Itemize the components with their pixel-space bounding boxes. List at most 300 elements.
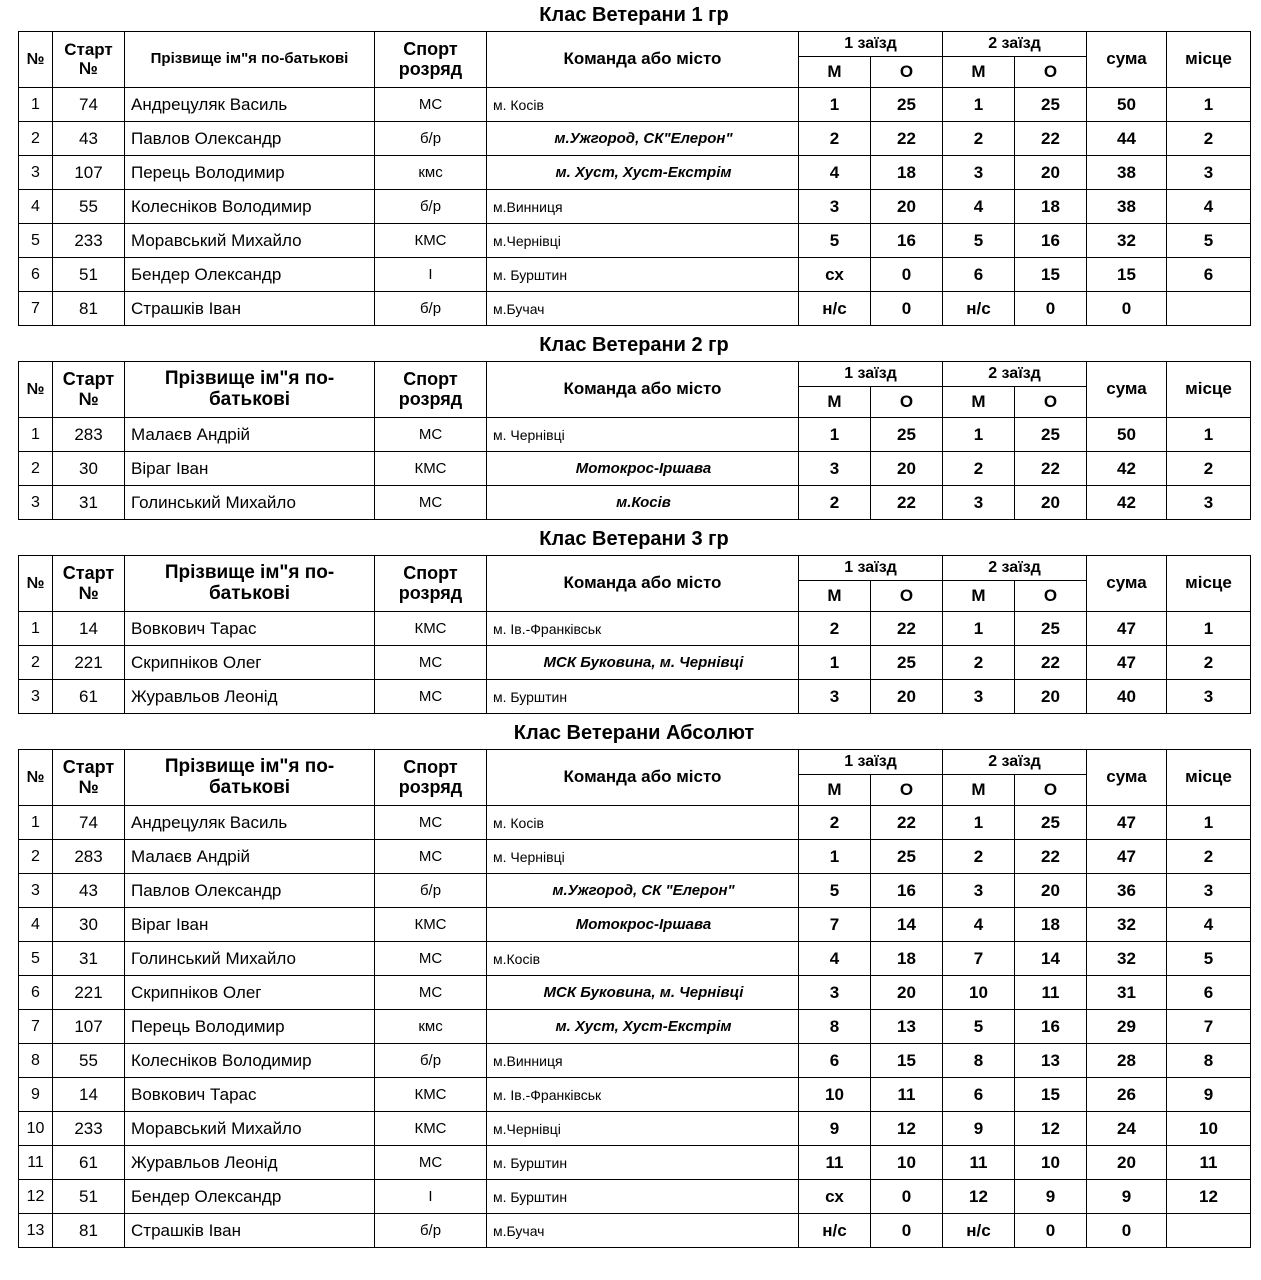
cell-race1-points: 18 bbox=[871, 156, 943, 190]
result-row bbox=[19, 486, 1251, 520]
header-row-groups bbox=[19, 556, 1251, 581]
subheader-race2-o: О bbox=[1015, 581, 1087, 612]
cell-sum: 28 bbox=[1087, 1044, 1167, 1078]
cell-sport-rank: МС bbox=[375, 680, 487, 714]
cell-rider-name: Журавльов Леонід bbox=[125, 680, 375, 714]
cell-start-number: 14 bbox=[53, 612, 125, 646]
col-header-team-city: Команда або місто bbox=[487, 556, 799, 612]
cell-race2-points: 25 bbox=[1015, 88, 1087, 122]
cell-start-number: 233 bbox=[53, 224, 125, 258]
cell-rider-name: Скрипніков Олег bbox=[125, 646, 375, 680]
cell-row-number: 12 bbox=[19, 1180, 53, 1214]
cell-race1-place: 3 bbox=[799, 976, 871, 1010]
cell-race2-points: 25 bbox=[1015, 612, 1087, 646]
cell-place: 5 bbox=[1167, 942, 1251, 976]
cell-race1-place: 4 bbox=[799, 942, 871, 976]
cell-race2-points: 25 bbox=[1015, 806, 1087, 840]
cell-race2-place: 3 bbox=[943, 156, 1015, 190]
cell-race1-place: 4 bbox=[799, 156, 871, 190]
cell-race1-points: 0 bbox=[871, 1180, 943, 1214]
cell-rider-name: Віраг Іван bbox=[125, 908, 375, 942]
table-title: Клас Ветерани 2 гр bbox=[539, 334, 729, 356]
cell-race1-points: 0 bbox=[871, 1214, 943, 1248]
col-header-start-number: Старт № bbox=[53, 32, 125, 88]
cell-sum: 40 bbox=[1087, 680, 1167, 714]
cell-rider-name: Колесніков Володимир bbox=[125, 190, 375, 224]
cell-sum: 29 bbox=[1087, 1010, 1167, 1044]
cell-race1-place: 2 bbox=[799, 122, 871, 156]
cell-sport-rank: б/р bbox=[375, 122, 487, 156]
subheader-race1-o: О bbox=[871, 387, 943, 418]
cell-team-city: м. Бурштин bbox=[487, 680, 799, 714]
cell-start-number: 51 bbox=[53, 258, 125, 292]
cell-race2-place: 3 bbox=[943, 680, 1015, 714]
table-body bbox=[19, 418, 1251, 520]
table-title: Клас Ветерани 1 гр bbox=[539, 4, 729, 26]
cell-start-number: 51 bbox=[53, 1180, 125, 1214]
cell-race1-points: 11 bbox=[871, 1078, 943, 1112]
cell-race2-place: 5 bbox=[943, 1010, 1015, 1044]
cell-place: 2 bbox=[1167, 122, 1251, 156]
cell-sum: 32 bbox=[1087, 224, 1167, 258]
result-row bbox=[19, 122, 1251, 156]
cell-sport-rank: б/р bbox=[375, 190, 487, 224]
subheader-race1-m: М bbox=[799, 581, 871, 612]
cell-rider-name: Віраг Іван bbox=[125, 452, 375, 486]
cell-sport-rank: КМС bbox=[375, 1112, 487, 1146]
subheader-race2-m: М bbox=[943, 387, 1015, 418]
cell-team-city: м.Чернівці bbox=[487, 224, 799, 258]
cell-team-city: м.Ужгород, СК "Елерон" bbox=[487, 874, 799, 908]
col-header-race2: 2 заїзд bbox=[943, 32, 1087, 57]
cell-start-number: 31 bbox=[53, 942, 125, 976]
cell-sport-rank: КМС bbox=[375, 612, 487, 646]
cell-race2-points: 0 bbox=[1015, 1214, 1087, 1248]
cell-race1-points: 22 bbox=[871, 806, 943, 840]
header-row-groups bbox=[19, 362, 1251, 387]
cell-rider-name: Малаєв Андрій bbox=[125, 418, 375, 452]
cell-race2-place: 3 bbox=[943, 874, 1015, 908]
result-row bbox=[19, 224, 1251, 258]
col-header-sum: сума bbox=[1087, 362, 1167, 418]
col-header-race1: 1 заїзд bbox=[799, 750, 943, 775]
cell-team-city: м.Косів bbox=[487, 942, 799, 976]
cell-race1-place: 3 bbox=[799, 680, 871, 714]
cell-race1-points: 15 bbox=[871, 1044, 943, 1078]
subheader-race2-m: М bbox=[943, 581, 1015, 612]
cell-sport-rank: МС bbox=[375, 1146, 487, 1180]
cell-sport-rank: б/р bbox=[375, 1044, 487, 1078]
result-row bbox=[19, 418, 1251, 452]
cell-team-city: м.Косів bbox=[487, 486, 799, 520]
col-header-sport-rank: Спорт розряд bbox=[375, 750, 487, 806]
cell-race2-points: 20 bbox=[1015, 874, 1087, 908]
cell-sport-rank: б/р bbox=[375, 874, 487, 908]
cell-race2-place: 9 bbox=[943, 1112, 1015, 1146]
col-header-start-number: Старт № bbox=[53, 750, 125, 806]
cell-race1-points: 16 bbox=[871, 874, 943, 908]
subheader-race2-m: М bbox=[943, 57, 1015, 88]
cell-race2-place: 4 bbox=[943, 190, 1015, 224]
cell-rider-name: Андрецуляк Василь bbox=[125, 88, 375, 122]
cell-sum: 36 bbox=[1087, 874, 1167, 908]
col-header-name: Прізвище ім"я по-батькові bbox=[125, 362, 375, 418]
col-header-team-city: Команда або місто bbox=[487, 362, 799, 418]
cell-rider-name: Страшків Іван bbox=[125, 292, 375, 326]
cell-race2-points: 13 bbox=[1015, 1044, 1087, 1078]
cell-race1-place: н/с bbox=[799, 292, 871, 326]
cell-place: 3 bbox=[1167, 874, 1251, 908]
col-header-place: місце bbox=[1167, 32, 1251, 88]
cell-team-city: м. Бурштин bbox=[487, 1180, 799, 1214]
result-row bbox=[19, 1180, 1251, 1214]
cell-row-number: 4 bbox=[19, 190, 53, 224]
result-row bbox=[19, 874, 1251, 908]
cell-place: 3 bbox=[1167, 486, 1251, 520]
col-header-start-number: Старт № bbox=[53, 556, 125, 612]
cell-race2-points: 10 bbox=[1015, 1146, 1087, 1180]
cell-sum: 0 bbox=[1087, 292, 1167, 326]
result-row bbox=[19, 646, 1251, 680]
cell-team-city: МСК Буковина, м. Чернівці bbox=[487, 646, 799, 680]
cell-team-city: Мотокрос-Іршава bbox=[487, 452, 799, 486]
cell-sum: 24 bbox=[1087, 1112, 1167, 1146]
cell-team-city: м.Бучач bbox=[487, 292, 799, 326]
cell-sum: 26 bbox=[1087, 1078, 1167, 1112]
cell-rider-name: Андрецуляк Василь bbox=[125, 806, 375, 840]
col-header-team-city: Команда або місто bbox=[487, 750, 799, 806]
cell-row-number: 8 bbox=[19, 1044, 53, 1078]
cell-race1-place: 8 bbox=[799, 1010, 871, 1044]
cell-race1-place: н/с bbox=[799, 1214, 871, 1248]
cell-race1-points: 25 bbox=[871, 418, 943, 452]
cell-sport-rank: КМС bbox=[375, 1078, 487, 1112]
cell-row-number: 1 bbox=[19, 806, 53, 840]
cell-race1-points: 25 bbox=[871, 646, 943, 680]
cell-place: 6 bbox=[1167, 258, 1251, 292]
cell-row-number: 2 bbox=[19, 646, 53, 680]
cell-row-number: 3 bbox=[19, 680, 53, 714]
cell-team-city: м. Хуст, Хуст-Екстрім bbox=[487, 1010, 799, 1044]
cell-race2-points: 0 bbox=[1015, 292, 1087, 326]
cell-sum: 47 bbox=[1087, 840, 1167, 874]
cell-sum: 31 bbox=[1087, 976, 1167, 1010]
cell-sum: 44 bbox=[1087, 122, 1167, 156]
cell-race1-place: 1 bbox=[799, 646, 871, 680]
cell-sport-rank: І bbox=[375, 258, 487, 292]
result-row bbox=[19, 1146, 1251, 1180]
cell-race2-points: 12 bbox=[1015, 1112, 1087, 1146]
cell-race1-points: 25 bbox=[871, 88, 943, 122]
col-header-name: Прізвище ім"я по-батькові bbox=[125, 32, 375, 88]
cell-race2-place: 2 bbox=[943, 122, 1015, 156]
cell-race2-points: 22 bbox=[1015, 122, 1087, 156]
cell-place: 1 bbox=[1167, 88, 1251, 122]
cell-team-city: м. Хуст, Хуст-Екстрім bbox=[487, 156, 799, 190]
subheader-race1-o: О bbox=[871, 775, 943, 806]
cell-race1-points: 22 bbox=[871, 612, 943, 646]
col-header-sport-rank: Спорт розряд bbox=[375, 32, 487, 88]
cell-race1-place: 1 bbox=[799, 418, 871, 452]
cell-place: 12 bbox=[1167, 1180, 1251, 1214]
cell-sport-rank: МС bbox=[375, 806, 487, 840]
cell-race1-place: 1 bbox=[799, 88, 871, 122]
col-header-number: № bbox=[19, 556, 53, 612]
cell-sum: 32 bbox=[1087, 908, 1167, 942]
cell-race2-place: 2 bbox=[943, 452, 1015, 486]
cell-start-number: 81 bbox=[53, 292, 125, 326]
results-table-veterans-3 bbox=[18, 555, 1251, 714]
cell-place: 3 bbox=[1167, 156, 1251, 190]
cell-row-number: 6 bbox=[19, 258, 53, 292]
table-body bbox=[19, 88, 1251, 326]
cell-sum: 50 bbox=[1087, 88, 1167, 122]
cell-race1-place: 6 bbox=[799, 1044, 871, 1078]
cell-place: 7 bbox=[1167, 1010, 1251, 1044]
result-row bbox=[19, 908, 1251, 942]
cell-race1-points: 10 bbox=[871, 1146, 943, 1180]
cell-race1-points: 20 bbox=[871, 452, 943, 486]
header-row-groups bbox=[19, 32, 1251, 57]
result-row bbox=[19, 190, 1251, 224]
cell-race1-points: 22 bbox=[871, 486, 943, 520]
col-header-race1: 1 заїзд bbox=[799, 362, 943, 387]
cell-start-number: 14 bbox=[53, 1078, 125, 1112]
col-header-race2: 2 заїзд bbox=[943, 362, 1087, 387]
cell-race2-place: 12 bbox=[943, 1180, 1015, 1214]
subheader-race2-o: О bbox=[1015, 57, 1087, 88]
cell-rider-name: Скрипніков Олег bbox=[125, 976, 375, 1010]
cell-race2-points: 22 bbox=[1015, 452, 1087, 486]
cell-sport-rank: МС bbox=[375, 486, 487, 520]
cell-sum: 0 bbox=[1087, 1214, 1167, 1248]
cell-team-city: м.Бучач bbox=[487, 1214, 799, 1248]
cell-row-number: 9 bbox=[19, 1078, 53, 1112]
cell-sport-rank: б/р bbox=[375, 292, 487, 326]
cell-sum: 47 bbox=[1087, 806, 1167, 840]
cell-sum: 15 bbox=[1087, 258, 1167, 292]
cell-place: 1 bbox=[1167, 612, 1251, 646]
subheader-race1-o: О bbox=[871, 57, 943, 88]
cell-race1-points: 20 bbox=[871, 190, 943, 224]
cell-place: 4 bbox=[1167, 190, 1251, 224]
cell-rider-name: Павлов Олександр bbox=[125, 874, 375, 908]
cell-team-city: м. Ів.-Франківськ bbox=[487, 612, 799, 646]
results-table-veterans-2 bbox=[18, 361, 1251, 520]
cell-start-number: 43 bbox=[53, 122, 125, 156]
cell-race2-points: 16 bbox=[1015, 1010, 1087, 1044]
cell-place: 8 bbox=[1167, 1044, 1251, 1078]
cell-row-number: 11 bbox=[19, 1146, 53, 1180]
subheader-race1-m: М bbox=[799, 775, 871, 806]
col-header-sum: сума bbox=[1087, 556, 1167, 612]
cell-sport-rank: б/р bbox=[375, 1214, 487, 1248]
cell-race1-place: 9 bbox=[799, 1112, 871, 1146]
cell-place: 11 bbox=[1167, 1146, 1251, 1180]
cell-team-city: м. Косів bbox=[487, 806, 799, 840]
cell-race2-place: 1 bbox=[943, 612, 1015, 646]
subheader-race1-o: О bbox=[871, 581, 943, 612]
cell-race1-place: 3 bbox=[799, 452, 871, 486]
cell-race2-place: 2 bbox=[943, 840, 1015, 874]
header-row-groups bbox=[19, 750, 1251, 775]
cell-race1-place: сх bbox=[799, 258, 871, 292]
col-header-place: місце bbox=[1167, 362, 1251, 418]
col-header-number: № bbox=[19, 750, 53, 806]
cell-row-number: 1 bbox=[19, 88, 53, 122]
result-row bbox=[19, 840, 1251, 874]
cell-race1-place: 2 bbox=[799, 486, 871, 520]
cell-race2-points: 15 bbox=[1015, 1078, 1087, 1112]
cell-rider-name: Моравський Михайло bbox=[125, 224, 375, 258]
result-row bbox=[19, 1112, 1251, 1146]
cell-rider-name: Бендер Олександр bbox=[125, 258, 375, 292]
cell-sum: 42 bbox=[1087, 452, 1167, 486]
cell-race2-place: 11 bbox=[943, 1146, 1015, 1180]
cell-start-number: 74 bbox=[53, 806, 125, 840]
cell-place: 2 bbox=[1167, 646, 1251, 680]
cell-race2-place: 8 bbox=[943, 1044, 1015, 1078]
cell-race2-points: 22 bbox=[1015, 840, 1087, 874]
cell-race1-points: 22 bbox=[871, 122, 943, 156]
cell-sum: 32 bbox=[1087, 942, 1167, 976]
cell-race2-place: 3 bbox=[943, 486, 1015, 520]
result-row bbox=[19, 452, 1251, 486]
col-header-team-city: Команда або місто bbox=[487, 32, 799, 88]
cell-row-number: 6 bbox=[19, 976, 53, 1010]
cell-race2-place: 4 bbox=[943, 908, 1015, 942]
cell-sport-rank: І bbox=[375, 1180, 487, 1214]
cell-rider-name: Вовкович Тарас bbox=[125, 1078, 375, 1112]
cell-sum: 38 bbox=[1087, 156, 1167, 190]
cell-team-city: м. Косів bbox=[487, 88, 799, 122]
section-veterans-group-1 bbox=[18, 2, 1250, 326]
subheader-race2-m: М bbox=[943, 775, 1015, 806]
cell-rider-name: Голинський Михайло bbox=[125, 486, 375, 520]
cell-place: 1 bbox=[1167, 418, 1251, 452]
cell-place: 2 bbox=[1167, 452, 1251, 486]
table-body bbox=[19, 612, 1251, 714]
col-header-sport-rank: Спорт розряд bbox=[375, 362, 487, 418]
cell-sum: 42 bbox=[1087, 486, 1167, 520]
cell-race2-place: 2 bbox=[943, 646, 1015, 680]
cell-race2-place: н/с bbox=[943, 1214, 1015, 1248]
col-header-race2: 2 заїзд bbox=[943, 750, 1087, 775]
cell-start-number: 43 bbox=[53, 874, 125, 908]
cell-sport-rank: МС bbox=[375, 942, 487, 976]
cell-sport-rank: кмс bbox=[375, 1010, 487, 1044]
col-header-number: № bbox=[19, 32, 53, 88]
cell-race1-points: 20 bbox=[871, 680, 943, 714]
cell-sport-rank: КМС bbox=[375, 224, 487, 258]
col-header-name: Прізвище ім"я по-батькові bbox=[125, 750, 375, 806]
cell-start-number: 283 bbox=[53, 418, 125, 452]
cell-row-number: 13 bbox=[19, 1214, 53, 1248]
table-header bbox=[19, 556, 1251, 612]
cell-start-number: 55 bbox=[53, 190, 125, 224]
cell-team-city: м.Чернівці bbox=[487, 1112, 799, 1146]
cell-row-number: 2 bbox=[19, 452, 53, 486]
cell-team-city: м.Винниця bbox=[487, 1044, 799, 1078]
cell-start-number: 30 bbox=[53, 908, 125, 942]
result-row bbox=[19, 1010, 1251, 1044]
cell-race2-place: 6 bbox=[943, 1078, 1015, 1112]
cell-sum: 9 bbox=[1087, 1180, 1167, 1214]
result-row bbox=[19, 612, 1251, 646]
cell-start-number: 233 bbox=[53, 1112, 125, 1146]
col-header-race2: 2 заїзд bbox=[943, 556, 1087, 581]
cell-race2-points: 11 bbox=[1015, 976, 1087, 1010]
cell-race1-place: 2 bbox=[799, 612, 871, 646]
cell-race1-place: 7 bbox=[799, 908, 871, 942]
cell-race1-place: 5 bbox=[799, 224, 871, 258]
cell-place: 2 bbox=[1167, 840, 1251, 874]
subheader-race2-o: О bbox=[1015, 387, 1087, 418]
cell-row-number: 1 bbox=[19, 418, 53, 452]
cell-sum: 47 bbox=[1087, 646, 1167, 680]
cell-start-number: 81 bbox=[53, 1214, 125, 1248]
cell-row-number: 4 bbox=[19, 908, 53, 942]
cell-race1-place: 2 bbox=[799, 806, 871, 840]
cell-race1-points: 0 bbox=[871, 258, 943, 292]
result-row bbox=[19, 1214, 1251, 1248]
col-header-number: № bbox=[19, 362, 53, 418]
subheader-race1-m: М bbox=[799, 387, 871, 418]
col-header-sum: сума bbox=[1087, 32, 1167, 88]
cell-sport-rank: МС bbox=[375, 88, 487, 122]
cell-race2-place: 6 bbox=[943, 258, 1015, 292]
cell-place: 5 bbox=[1167, 224, 1251, 258]
table-header bbox=[19, 32, 1251, 88]
result-row bbox=[19, 292, 1251, 326]
cell-race1-points: 18 bbox=[871, 942, 943, 976]
cell-row-number: 5 bbox=[19, 942, 53, 976]
cell-place: 4 bbox=[1167, 908, 1251, 942]
cell-row-number: 3 bbox=[19, 156, 53, 190]
section-veterans-group-2 bbox=[18, 326, 1250, 520]
cell-team-city: м. Ів.-Франківськ bbox=[487, 1078, 799, 1112]
col-header-sport-rank: Спорт розряд bbox=[375, 556, 487, 612]
cell-team-city: м. Чернівці bbox=[487, 840, 799, 874]
cell-start-number: 30 bbox=[53, 452, 125, 486]
table-header bbox=[19, 750, 1251, 806]
cell-start-number: 61 bbox=[53, 1146, 125, 1180]
cell-sport-rank: кмс bbox=[375, 156, 487, 190]
cell-race1-points: 14 bbox=[871, 908, 943, 942]
cell-race2-points: 20 bbox=[1015, 680, 1087, 714]
cell-team-city: м. Чернівці bbox=[487, 418, 799, 452]
cell-start-number: 221 bbox=[53, 646, 125, 680]
cell-race2-place: 5 bbox=[943, 224, 1015, 258]
cell-rider-name: Вовкович Тарас bbox=[125, 612, 375, 646]
subheader-race2-o: О bbox=[1015, 775, 1087, 806]
cell-place: 9 bbox=[1167, 1078, 1251, 1112]
result-row bbox=[19, 88, 1251, 122]
result-row bbox=[19, 942, 1251, 976]
cell-sport-rank: МС bbox=[375, 976, 487, 1010]
cell-sum: 20 bbox=[1087, 1146, 1167, 1180]
cell-place: 1 bbox=[1167, 806, 1251, 840]
cell-rider-name: Моравський Михайло bbox=[125, 1112, 375, 1146]
cell-start-number: 107 bbox=[53, 1010, 125, 1044]
cell-team-city: м.Ужгород, СК"Елерон" bbox=[487, 122, 799, 156]
results-table-veterans-absolute bbox=[18, 749, 1251, 1248]
col-header-race1: 1 заїзд bbox=[799, 556, 943, 581]
cell-team-city: Мотокрос-Іршава bbox=[487, 908, 799, 942]
cell-start-number: 283 bbox=[53, 840, 125, 874]
result-row bbox=[19, 976, 1251, 1010]
table-title: Клас Ветерани Абсолют bbox=[513, 722, 755, 744]
